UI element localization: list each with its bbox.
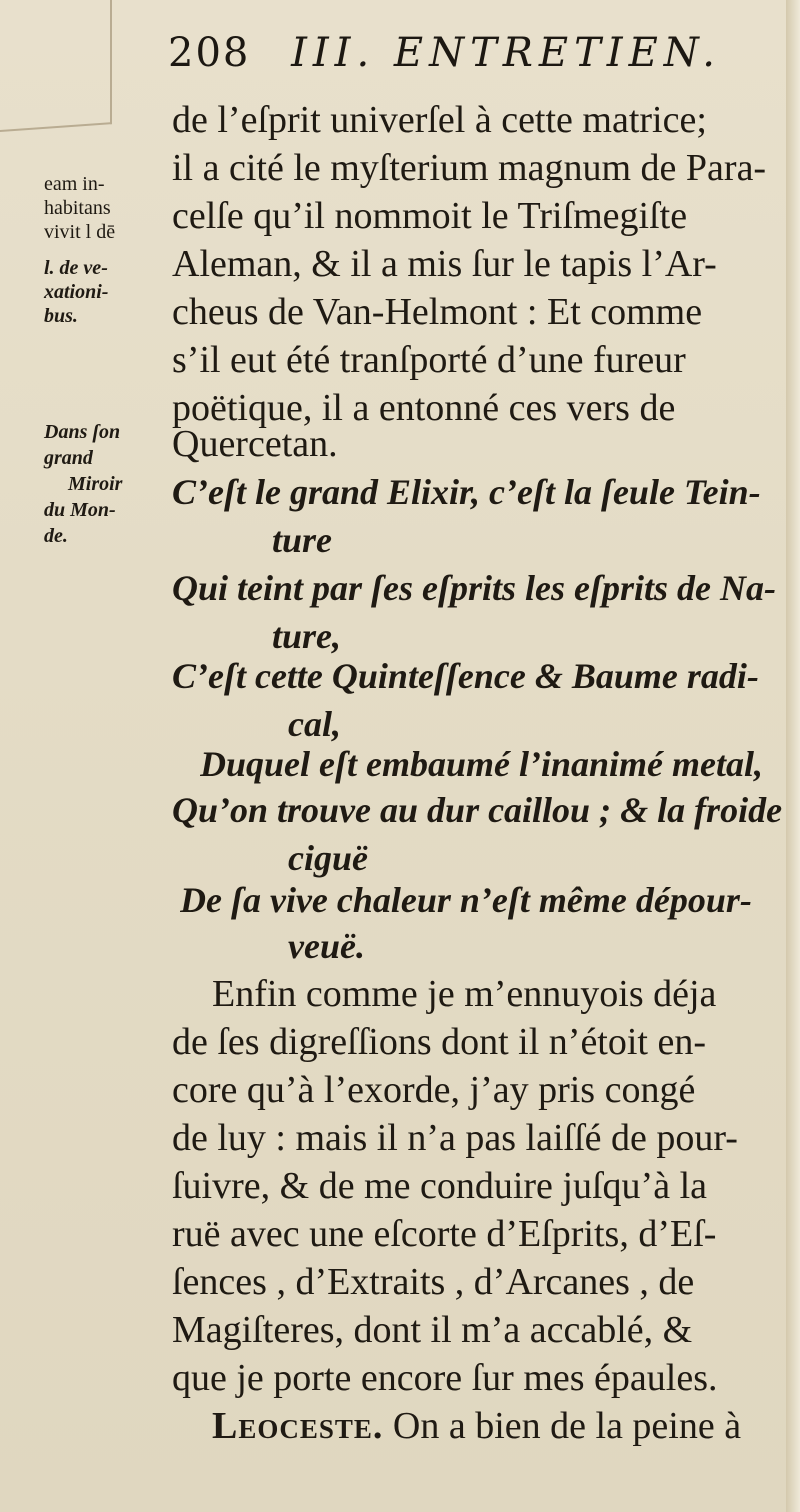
verse-line: cal, [288,704,341,744]
page-edge [786,0,800,1512]
verse-line: Qu’on trouve au dur caillou ; & la froide [172,790,782,830]
margin-note: bus. [44,305,78,327]
margin-note: Dans ſon [44,421,121,443]
margin-note: habitans [44,197,111,219]
margin-note: l. de ve- [44,257,108,279]
text-line: core qu’à l’exorde, j’ay pris congé [172,1069,696,1111]
verse-line: ture [272,520,333,560]
text-line: cheus de Van-Helmont : Et comme [172,291,703,333]
text-line: il a cité le myſterium magnum de Para- [172,147,767,189]
text-line: de ſes digreſſions dont il n’étoit en- [172,1021,707,1063]
verse-line: De ſa vive chaleur n’eſt même dépour- [180,880,752,920]
page-number: 208 [168,30,251,76]
margin-note: vivit l dē [44,221,116,243]
text-line: de l’eſprit univerſel à cette matrice; [172,99,707,141]
margin-note: du Mon- [44,499,116,521]
verse-line: C’eſt le grand Elixir, c’eſt la ſeule Tein- [172,472,761,512]
text-line: celſe qu’il nommoit le Triſmegiſte [172,195,688,237]
running-title: III. ENTRETIEN. [291,30,721,76]
text-line: que je porte encore ſur mes épaules. [172,1357,718,1399]
text-line: de luy : mais il n’a pas laiſſé de pour- [172,1117,738,1159]
margin-note: eam in- [44,173,105,195]
margin-note: xationi- [44,281,109,303]
running-header [168,30,778,76]
text-line: poëtique, il a entonné ces vers de [172,387,676,429]
text-line: ſuivre, & de me conduire juſqu’à la [172,1165,707,1207]
text-line: s’il eut été tranſporté d’une fureur [172,339,686,381]
margin-note: Miroir [68,473,123,495]
text-line: Enfin comme je m’ennuyois déja [212,973,717,1015]
margin-note: grand [44,447,93,469]
verse-line: veuë. [288,926,365,966]
dialogue-text: On a bien de la peine à [392,1405,742,1447]
verse-line: ture, [272,616,342,656]
margin-note: de. [44,525,68,547]
speaker-name: Leoceste. [212,1405,384,1447]
text-line: Aleman, & il a mis ſur le tapis l’Ar- [172,243,717,285]
verse-line: ciguë [288,838,368,878]
text-line: Quercetan. [172,423,338,465]
dialogue-line [212,1402,782,1450]
verse-line: Qui teint par ſes eſprits les eſprits de Na- [172,568,776,608]
text-line: Magiſteres, dont il m’a accablé, & [172,1309,693,1351]
verse-line: Duquel eſt embaumé l’inanimé metal, [200,744,763,784]
verse-line: C’eſt cette Quinteſſence & Baume radi- [172,656,759,696]
text-line: ſences , d’Extraits , d’Arcanes , de [172,1261,695,1303]
text-line: ruë avec une eſcorte d’Eſprits, d’Eſ- [172,1213,717,1255]
